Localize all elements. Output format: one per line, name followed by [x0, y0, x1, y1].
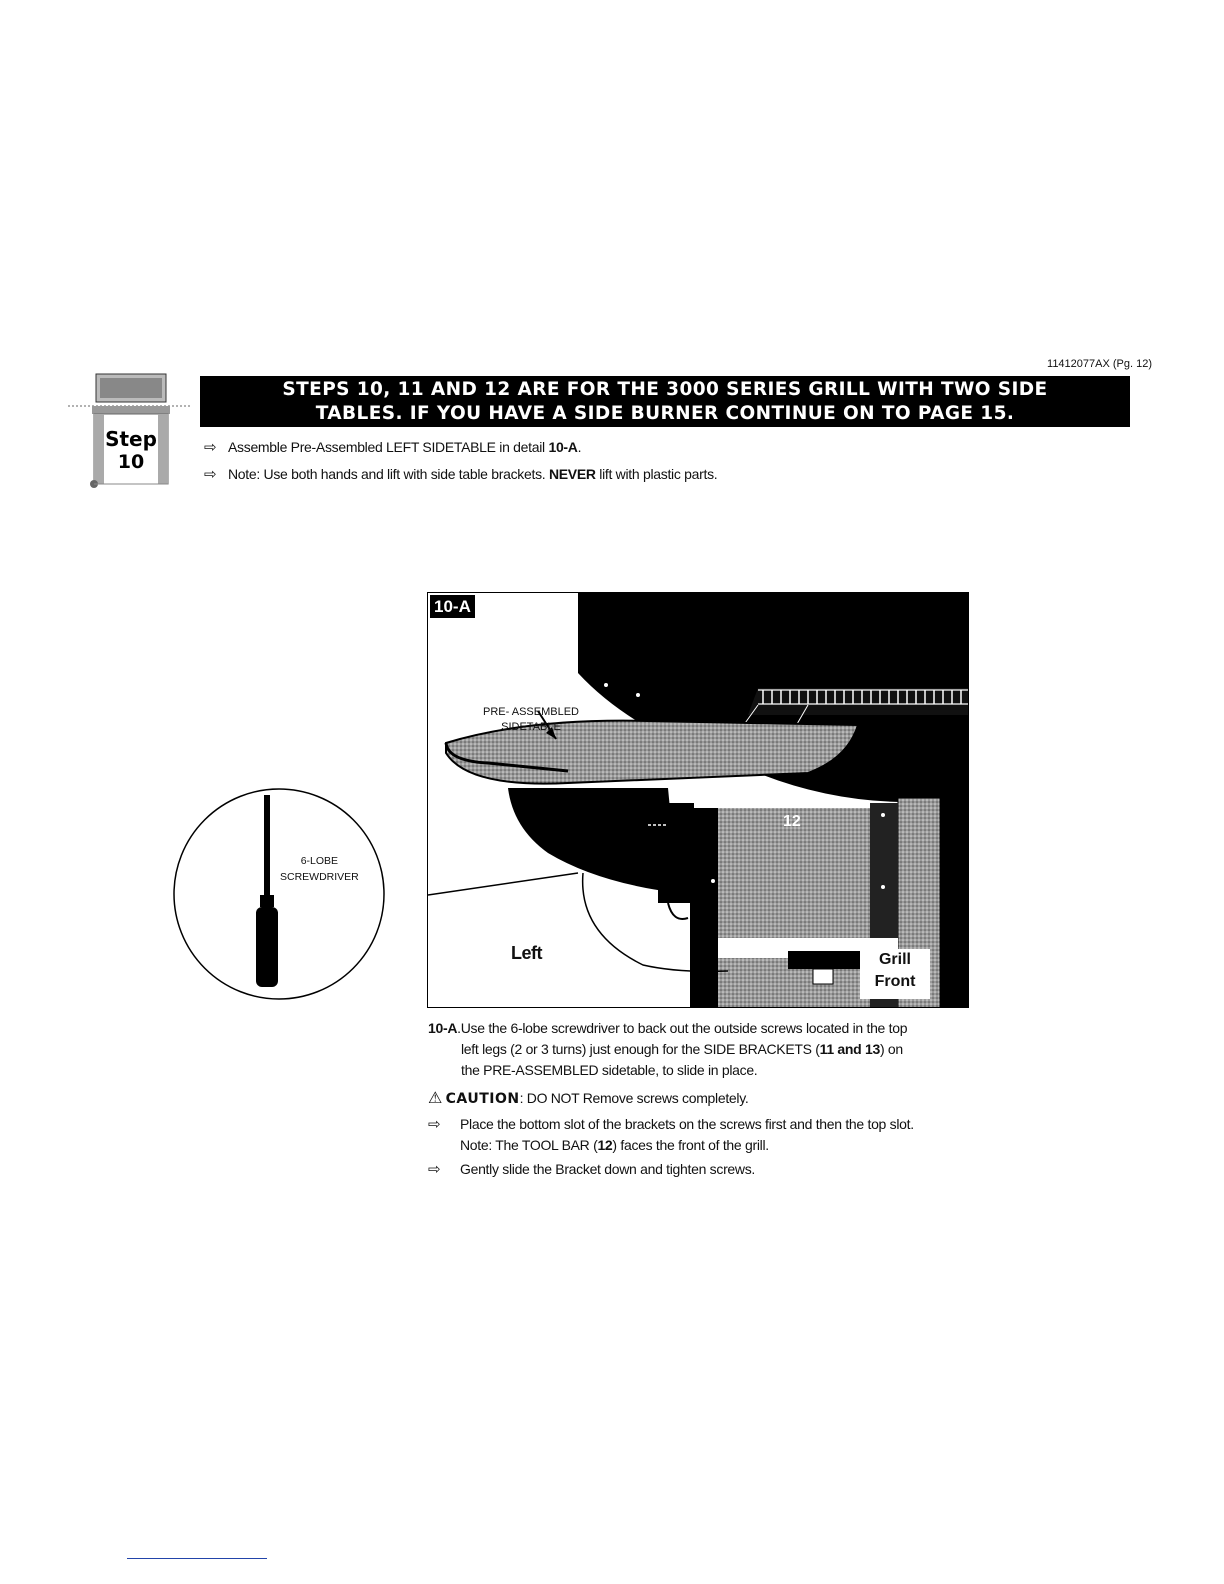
- sidetable-label: PRE- ASSEMBLED SIDETABLE: [483, 706, 579, 733]
- grill-step-icon: [68, 370, 192, 490]
- desc-line-3: the PRE-ASSEMBLED sidetable, to slide in place.: [461, 1062, 758, 1078]
- figure-10a: [427, 592, 969, 1008]
- caution-line: ⚠ CAUTION: DO NOT Remove screws completely.: [428, 1090, 749, 1107]
- screwdriver-label: 6-LOBE SCREWDRIVER: [280, 855, 359, 883]
- banner-line-2: TABLES. IF YOU HAVE A SIDE BURNER CONTINUE ON TO PAGE 15.: [315, 403, 1015, 424]
- arrow-icon: ⇨: [428, 1161, 441, 1178]
- desc-step-1: ⇨ Place the bottom slot of the brackets on the screws first and then the top slot.: [428, 1116, 914, 1133]
- step-number: 10: [117, 451, 145, 473]
- left-label: Left: [511, 943, 542, 963]
- step-badge: [68, 370, 192, 490]
- arrow-icon: ⇨: [204, 466, 217, 483]
- intro-bullet-1: ⇨ Assemble Pre-Assembled LEFT SIDETABLE in detail 10-A.: [204, 439, 582, 456]
- step-label: Step: [105, 427, 157, 451]
- grill-illustration: [428, 593, 969, 1008]
- footer-divider: [127, 1558, 267, 1559]
- intro-bullet-2: ⇨ Note: Use both hands and lift with side table brackets. NEVER lift with plastic parts.: [204, 466, 718, 483]
- desc-step-1-note: Note: The TOOL BAR (12) faces the front of the grill.: [460, 1137, 769, 1153]
- screwdriver-icon: [172, 787, 386, 1001]
- arrow-icon: ⇨: [428, 1116, 441, 1133]
- document-id: 11412077AX (Pg. 12): [1047, 358, 1152, 370]
- desc-line-2: left legs (2 or 3 turns) just enough for the SIDE BRACKETS (11 and 13) on: [461, 1041, 903, 1057]
- desc-line-1: 10-A.Use the 6-lobe screwdriver to back out the outside screws located in the top: [428, 1020, 908, 1036]
- warning-triangle-icon: ⚠: [428, 1090, 443, 1107]
- banner-line-1: STEPS 10, 11 AND 12 ARE FOR THE 3000 SERIES GRILL WITH TWO SIDE: [282, 379, 1048, 400]
- desc-step-2: ⇨ Gently slide the Bracket down and tighten screws.: [428, 1161, 756, 1178]
- section-banner: [200, 376, 1130, 427]
- part-number-12: 12: [783, 813, 801, 830]
- screwdriver-detail: [172, 787, 386, 1001]
- grill-front-label: Grill Front: [860, 949, 930, 999]
- arrow-icon: ⇨: [204, 439, 217, 456]
- figure-tag: 10-A: [430, 595, 475, 618]
